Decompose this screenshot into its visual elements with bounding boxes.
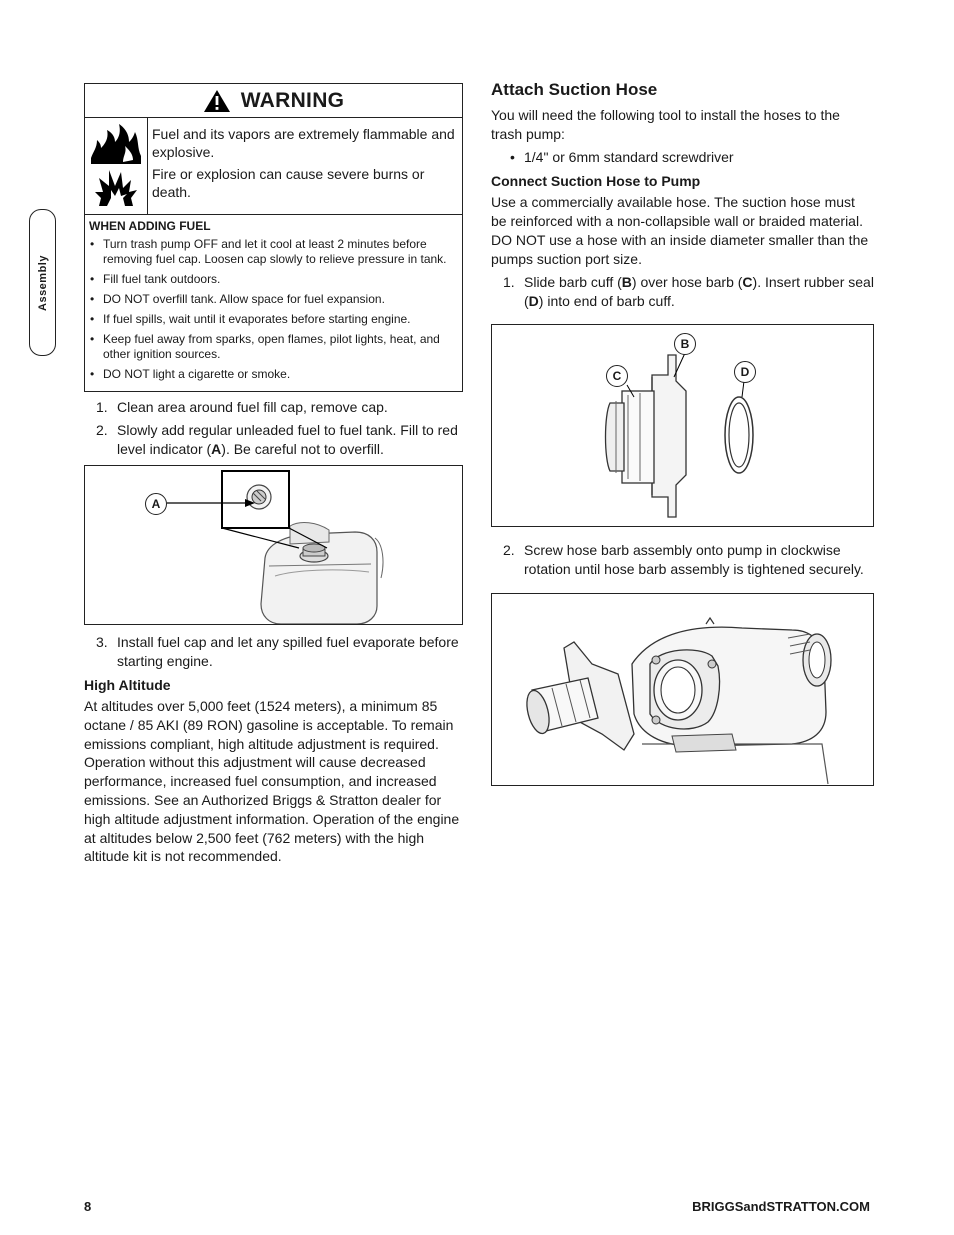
warning-box bbox=[84, 83, 463, 392]
fuel-step-2 bbox=[84, 421, 463, 459]
hazard-icons bbox=[85, 118, 148, 214]
pump-barb-figure bbox=[491, 593, 874, 786]
suction-step-2 bbox=[491, 541, 874, 579]
right-column bbox=[491, 80, 874, 786]
warning-list-heading: WHEN ADDING FUEL bbox=[89, 219, 211, 233]
step-number: 2. bbox=[96, 422, 108, 438]
step-ref-a: A bbox=[211, 441, 222, 457]
fuel-step-3 bbox=[84, 633, 463, 671]
warning-item: • DO NOT light a cigarette or smoke. bbox=[89, 367, 456, 382]
step-text: ). Be careful not to overfill. bbox=[221, 441, 384, 457]
step-number: 3. bbox=[96, 634, 108, 650]
hazard-texts bbox=[148, 118, 462, 214]
fuel-tank-illustration bbox=[85, 466, 463, 625]
step-text: Screw hose barb assembly onto pump in clockwise rotation until hose barb assembly is tightened securely. bbox=[524, 542, 864, 577]
warning-triangle-icon bbox=[203, 89, 231, 113]
left-column bbox=[84, 83, 463, 866]
section-tab bbox=[29, 209, 56, 356]
step-number: 1. bbox=[96, 399, 108, 415]
page-number: 8 bbox=[84, 1199, 92, 1214]
explosion-icon bbox=[93, 166, 139, 210]
suction-heading: Attach Suction Hose bbox=[491, 80, 658, 99]
high-altitude-text: At altitudes over 5,000 feet (1524 meters), a minimum 85 octane / 85 AKI (89 RON) gasoline is acceptable. To remain emissions compliant, high altitude adjustment is required. Operation without this adjustment will cause decreased performance, increased fuel consumption, and increased emissions. See an Authorized Briggs & Stratton dealer for high altitude adjustment information. Operation of the engine at altitudes below 2,500 feet (762 meters) with the high altitude kit is not recommended. bbox=[84, 698, 460, 865]
step-text: Install fuel cap and let any spilled fuel evaporate before starting engine. bbox=[117, 634, 459, 669]
hazard-text-flammable: Fuel and its vapors are extremely flammable and explosive. bbox=[152, 126, 455, 160]
high-altitude-heading: High Altitude bbox=[84, 677, 171, 693]
fuel-step-1 bbox=[84, 398, 463, 417]
section-tab-label: Assembly bbox=[36, 254, 49, 311]
step-ref-c: C bbox=[742, 274, 753, 290]
warning-item: • Turn trash pump OFF and let it cool at least 2 minutes before removing fuel cap. Loosen cap slowly to relieve pressure in tank. bbox=[89, 237, 456, 267]
callout-b: B bbox=[674, 333, 696, 355]
warning-item: • Keep fuel away from sparks, open flames, pilot lights, heat, and other ignition sources. bbox=[89, 332, 456, 362]
pump-barb-illustration bbox=[492, 594, 874, 786]
warning-title: WARNING bbox=[240, 88, 345, 112]
tool-item: • 1/4" or 6mm standard screwdriver bbox=[491, 148, 874, 167]
step-ref-b: B bbox=[621, 274, 632, 290]
step-text: ) into end of barb cuff. bbox=[538, 293, 675, 309]
step-number: 2. bbox=[503, 542, 515, 558]
warning-item: • If fuel spills, wait until it evaporates before starting engine. bbox=[89, 312, 456, 327]
step-text: ) over hose barb ( bbox=[631, 274, 743, 290]
callout-c: C bbox=[606, 365, 628, 387]
hose-barb-illustration bbox=[492, 325, 874, 527]
step-text: Clean area around fuel fill cap, remove cap. bbox=[117, 399, 388, 415]
warning-item: • Fill fuel tank outdoors. bbox=[89, 272, 456, 287]
warning-list bbox=[85, 215, 462, 391]
suction-paragraph: Use a commercially available hose. The suction hose must be reinforced with a non-collapsible wall or braided material. DO NOT use a hose with an inside diameter smaller than the pumps suction port size. bbox=[491, 194, 869, 267]
hose-barb-figure bbox=[491, 324, 874, 527]
hazard-text-fire: Fire or explosion can cause severe burns or death. bbox=[152, 166, 425, 200]
step-number: 1. bbox=[503, 274, 515, 290]
fire-icon bbox=[89, 122, 143, 166]
callout-a: A bbox=[145, 493, 167, 515]
step-ref-d: D bbox=[528, 293, 539, 309]
warning-header bbox=[85, 84, 462, 118]
callout-d: D bbox=[734, 361, 756, 383]
warning-hazard-row bbox=[85, 118, 462, 215]
suction-step-1 bbox=[491, 273, 874, 311]
suction-subheading: Connect Suction Hose to Pump bbox=[491, 173, 701, 189]
warning-item: • DO NOT overfill tank. Allow space for fuel expansion. bbox=[89, 292, 456, 307]
step-text: Slowly add regular unleaded fuel to fuel tank. Fill to red level indicator ( bbox=[117, 422, 458, 457]
step-text: Slide barb cuff ( bbox=[524, 274, 622, 290]
step-text: ). Insert rubber seal ( bbox=[524, 274, 874, 309]
footer-website: BRIGGSandSTRATTON.COM bbox=[692, 1199, 870, 1214]
suction-intro: You will need the following tool to install the hoses to the trash pump: bbox=[491, 107, 840, 142]
fuel-tank-figure bbox=[84, 465, 463, 625]
